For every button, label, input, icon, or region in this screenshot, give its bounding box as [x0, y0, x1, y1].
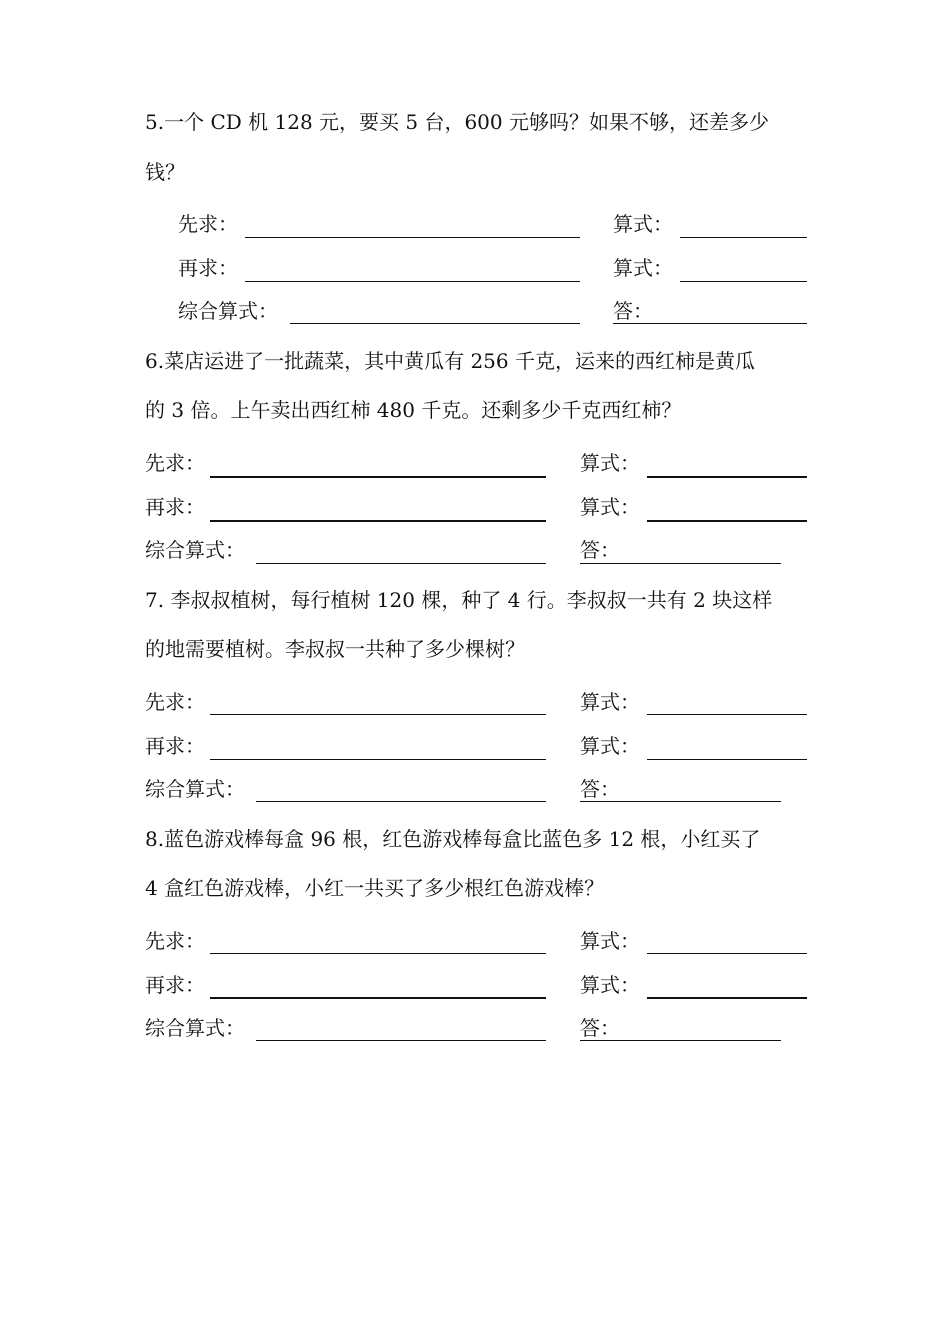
- second-answer-field[interactable]: [210, 759, 546, 760]
- formula-label: 算式：: [580, 973, 640, 997]
- formula-answer-field[interactable]: [680, 237, 807, 238]
- formula-label: 算式：: [613, 212, 673, 236]
- first-answer-field[interactable]: [210, 953, 546, 954]
- problem-5-text-line-1: 5.一个 CD 机 128 元，要买 5 台，600 元够吗？如果不够，还差多少: [145, 110, 769, 134]
- combined-formula-answer-field[interactable]: [256, 801, 546, 802]
- first-label: 先求：: [145, 451, 205, 475]
- formula-answer-field[interactable]: [647, 997, 807, 999]
- second-label: 再求：: [145, 973, 205, 997]
- combined-formula-label: 综合算式：: [145, 538, 245, 562]
- combined-formula-answer-field[interactable]: [290, 323, 580, 324]
- problem-7-text-line-1: 7. 李叔叔植树，每行植树 120 棵，种了 4 行。李叔叔一共有 2 块这样: [145, 588, 773, 612]
- second-label: 再求：: [178, 256, 238, 280]
- combined-formula-label: 综合算式：: [145, 777, 245, 801]
- combined-formula-label: 综合算式：: [178, 299, 278, 323]
- second-answer-field[interactable]: [245, 281, 580, 282]
- second-label: 再求：: [145, 734, 205, 758]
- problem-6-text-line-2: 的 3 倍。上午卖出西红柿 480 千克。还剩多少千克西红柿？: [145, 398, 682, 422]
- second-label: 再求：: [145, 495, 205, 519]
- first-answer-field[interactable]: [210, 714, 546, 715]
- formula-answer-field[interactable]: [647, 953, 807, 954]
- formula-label: 算式：: [580, 451, 640, 475]
- final-answer-field[interactable]: [580, 563, 781, 564]
- problem-5-text-line-2: 钱？: [145, 160, 185, 184]
- formula-answer-field[interactable]: [647, 476, 807, 478]
- problem-6-text-line-1: 6.菜店运进了一批蔬菜，其中黄瓜有 256 千克，运来的西红柿是黄瓜: [145, 349, 755, 373]
- second-answer-field[interactable]: [210, 997, 546, 999]
- answer-label: 答：: [580, 1016, 620, 1040]
- first-answer-field[interactable]: [210, 476, 546, 478]
- combined-formula-answer-field[interactable]: [256, 1040, 546, 1041]
- formula-answer-field[interactable]: [647, 759, 807, 760]
- problem-8-text-line-2: 4 盒红色游戏棒，小红一共买了多少根红色游戏棒？: [145, 876, 605, 900]
- answer-label: 答：: [580, 538, 620, 562]
- formula-label: 算式：: [580, 495, 640, 519]
- answer-label: 答：: [580, 777, 620, 801]
- first-label: 先求：: [178, 212, 238, 236]
- problem-8-text-line-1: 8.蓝色游戏棒每盒 96 根，红色游戏棒每盒比蓝色多 12 根，小红买了: [145, 827, 761, 851]
- combined-formula-answer-field[interactable]: [256, 563, 546, 564]
- formula-answer-field[interactable]: [647, 714, 807, 715]
- formula-answer-field[interactable]: [680, 281, 807, 282]
- final-answer-field[interactable]: [580, 801, 781, 802]
- formula-label: 算式：: [613, 256, 673, 280]
- combined-formula-label: 综合算式：: [145, 1016, 245, 1040]
- final-answer-field[interactable]: [613, 323, 807, 324]
- answer-label: 答：: [613, 299, 653, 323]
- problem-7-text-line-2: 的地需要植树。李叔叔一共种了多少棵树？: [145, 637, 525, 661]
- formula-label: 算式：: [580, 929, 640, 953]
- formula-answer-field[interactable]: [647, 520, 807, 522]
- first-label: 先求：: [145, 929, 205, 953]
- first-answer-field[interactable]: [245, 237, 580, 238]
- final-answer-field[interactable]: [580, 1040, 781, 1041]
- formula-label: 算式：: [580, 690, 640, 714]
- second-answer-field[interactable]: [210, 520, 546, 522]
- first-label: 先求：: [145, 690, 205, 714]
- formula-label: 算式：: [580, 734, 640, 758]
